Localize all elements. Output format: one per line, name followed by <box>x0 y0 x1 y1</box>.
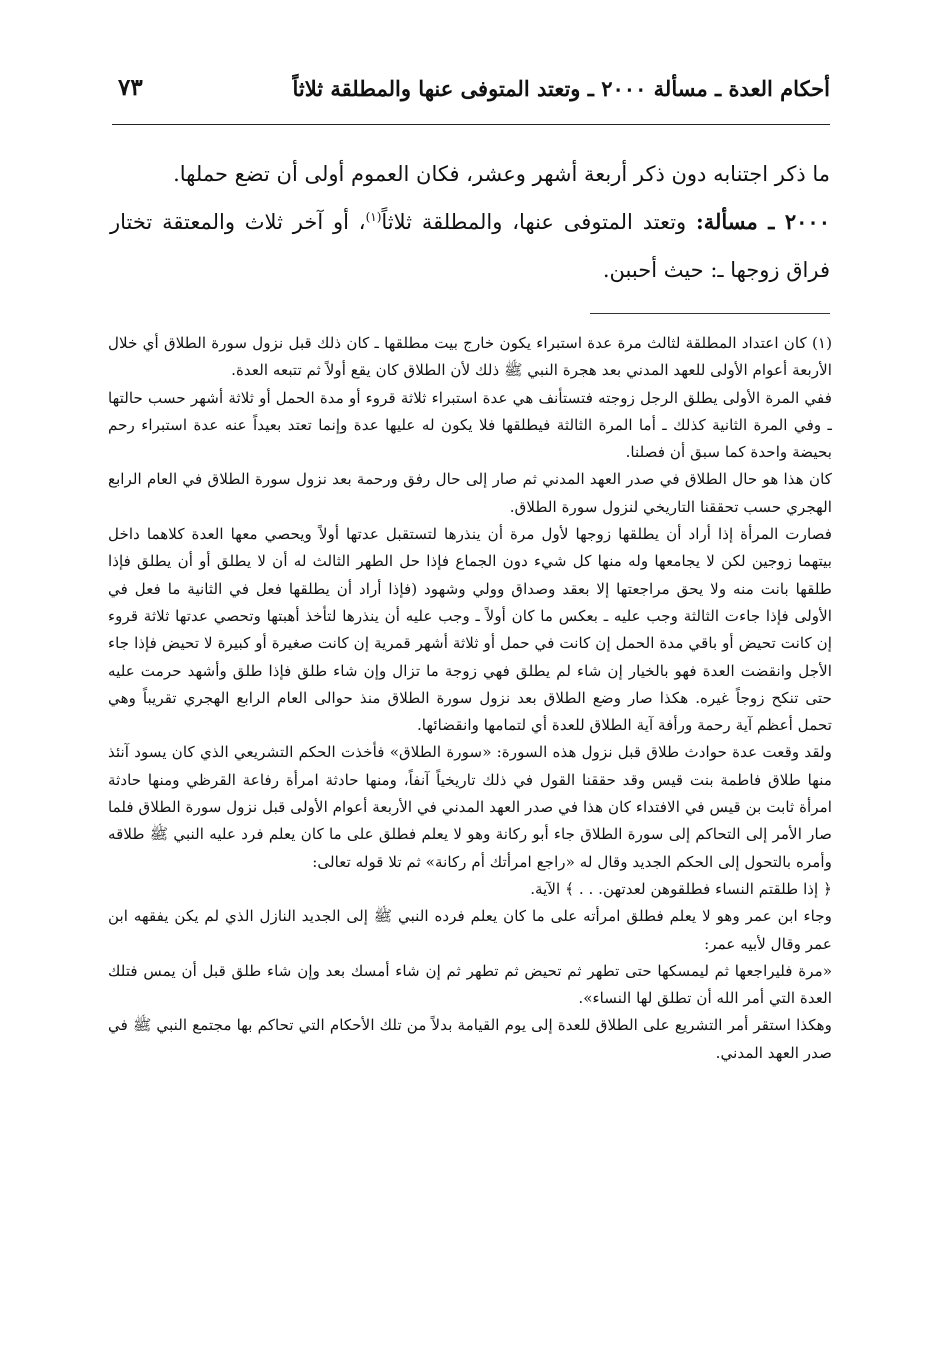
footnote-paragraph: كان هذا هو حال الطلاق في صدر العهد المدني ثم صار إلى حال رفق ورحمة بعد نزول سورة الطلاق في العام الرابع الهجري حسب تحققنا التاريخي لنزول سورة الطلاق. <box>108 470 832 516</box>
footnote-ref: (١) <box>365 210 382 224</box>
footnote-paragraph: ولقد وقعت عدة حوادث طلاق قبل نزول هذه السورة: «سورة الطلاق» فأخذت الحكم التشريعي الذي كان يسود آنئذ منها طلاق فاطمة بنت قيس وقد حققنا القول في ذلك تاريخياً آنفاً، ومنها حادثة امرأة رفاعة القرظي ومنها حادثة امرأة ثابت بن قيس في الافتداء كان هذا في صدر العهد المدني في الأربعة أعوام الأولى قبل نزول سورة الطلاق فلما صار الأمر إلى التحاكم إلى سورة الطلاق جاء أبو ركانة وهو لا يعلم فطلق على ما كان يعلم فرد عليه النبي ﷺ طلاقه وأمره بالتحول إلى الحكم الجديد وقال له «راجع امرأتك أم ركانة» ثم تلا قوله تعالى: <box>108 743 832 871</box>
issue-paragraph <box>110 198 830 294</box>
main-line: ما ذكر اجتنابه دون ذكر أربعة أشهر وعشر، فكان العموم أولى أن تضع حملها. <box>173 162 830 186</box>
footnote-paragraph: وجاء ابن عمر وهو لا يعلم فطلق امرأته على ما كان يعلم فرده النبي ﷺ إلى الجديد النازل الذي لم يكن يفقهه ابن عمر وقال لأبيه عمر: <box>108 907 832 953</box>
page-number: ٧٣ <box>118 74 143 101</box>
footnotes <box>108 330 832 1067</box>
header-divider <box>112 124 830 125</box>
issue-text-b: ، أو آخر ثلاث والمعتقة تختار فراق زوجها ـ: حيث أحببن. <box>110 210 830 282</box>
footnote-hadith-quote: «مرة فليراجعها ثم ليمسكها حتى تطهر ثم تحيض ثم تطهر ثم إن شاء أمسك بعد وإن شاء طلق قبل أن يمس فتلك العدة التي أمر الله أن تطلق لها النساء». <box>108 961 832 1008</box>
issue-text-a: وتعتد المتوفى عنها، والمطلقة ثلاثاً <box>381 210 696 234</box>
footnote-paragraph: وهكذا استقر أمر التشريع على الطلاق للعدة إلى يوم القيامة بدلاً من تلك الأحكام التي تحاكم بها مجتمع النبي ﷺ في صدر العهد المدني. <box>108 1016 832 1062</box>
footnote-quran-verse: ﴿ إذا طلقتم النساء فطلقوهن لعدتهن. . . ﴾ الآية. <box>530 879 832 898</box>
footnote-divider <box>590 313 830 314</box>
issue-label: ٢٠٠٠ ـ مسألة: <box>696 209 830 234</box>
footnote-paragraph: (١) كان اعتداد المطلقة لثالث مرة عدة استبراء يكون خارج بيت مطلقها ـ كان ذلك قبل نزول سورة الطلاق أي خلال الأربعة أعوام الأولى للعهد المدني بعد هجرة النبي ﷺ ذلك لأن الطلاق كان يقع أولاً ثم تتبعه العدة. <box>108 334 832 380</box>
main-text <box>110 150 830 294</box>
footnote-paragraph: فصارت المرأة إذا أراد أن يطلقها زوجها لأول مرة أن ينذرها لتستقبل عدتها أولاً ويحصي معها العدة كلاهما داخل بيتهما زوجين لكن لا يجامعها وله منها كل شيء دون الجماع فإذا حل الطهر الثالث له أن لا يطلق أو أن يطلق فإذا طلقها بانت منه ولا يحق مراجعتها إلا بعقد وصداق وولي وشهود (فإذا أراد أن يطلقها فعل في الثانية ما فعل في الأولى فإذا جاءت الثالثة وجب عليه ـ بعكس ما كان أولاً ـ وجب عليه أن ينذرها لتأخذ أهبتها وتحصي عدتها ثلاثة قروء إن كانت تحيض أو باقي مدة الحمل إن كانت في حمل أو ثلاثة أشهر قمرية إن كانت صغيرة أو كبيرة لا تحيض فإذا جاء الأجل وانقضت العدة فهو بالخيار إن شاء لم يطلق فهي زوجة ما تزال وإن شاء طلق فإذا طلق وأشهد حرمت عليه حتى تنكح زوجاً غيره. هكذا صار وضع الطلاق بعد نزول سورة الطلاق منذ حوالى العام الرابع الهجري تقريباً وهي تحمل أعظم آية رحمة ورأفة آية الطلاق للعدة أي لتمامها وانقضائها. <box>108 525 832 735</box>
header-title: أحكام العدة ـ مسألة ٢٠٠٠ ـ وتعتد المتوفى عنها والمطلقة ثلاثاً <box>292 76 830 101</box>
footnote-paragraph: ففي المرة الأولى يطلق الرجل زوجته فتستأنف هي عدة استبراء ثلاثة قروء أو مدة الحمل أو ثلاثة أشهر حسب حالتها ـ وفي المرة الثانية كذلك ـ أما المرة الثالثة فيطلقها فلا يكون له عليها عدة وإنما تعتد بعيداً عنه عدة استبراء رحم بحيضة واحدة كما سبق أن فصلنا. <box>108 388 832 462</box>
running-header <box>112 70 830 116</box>
